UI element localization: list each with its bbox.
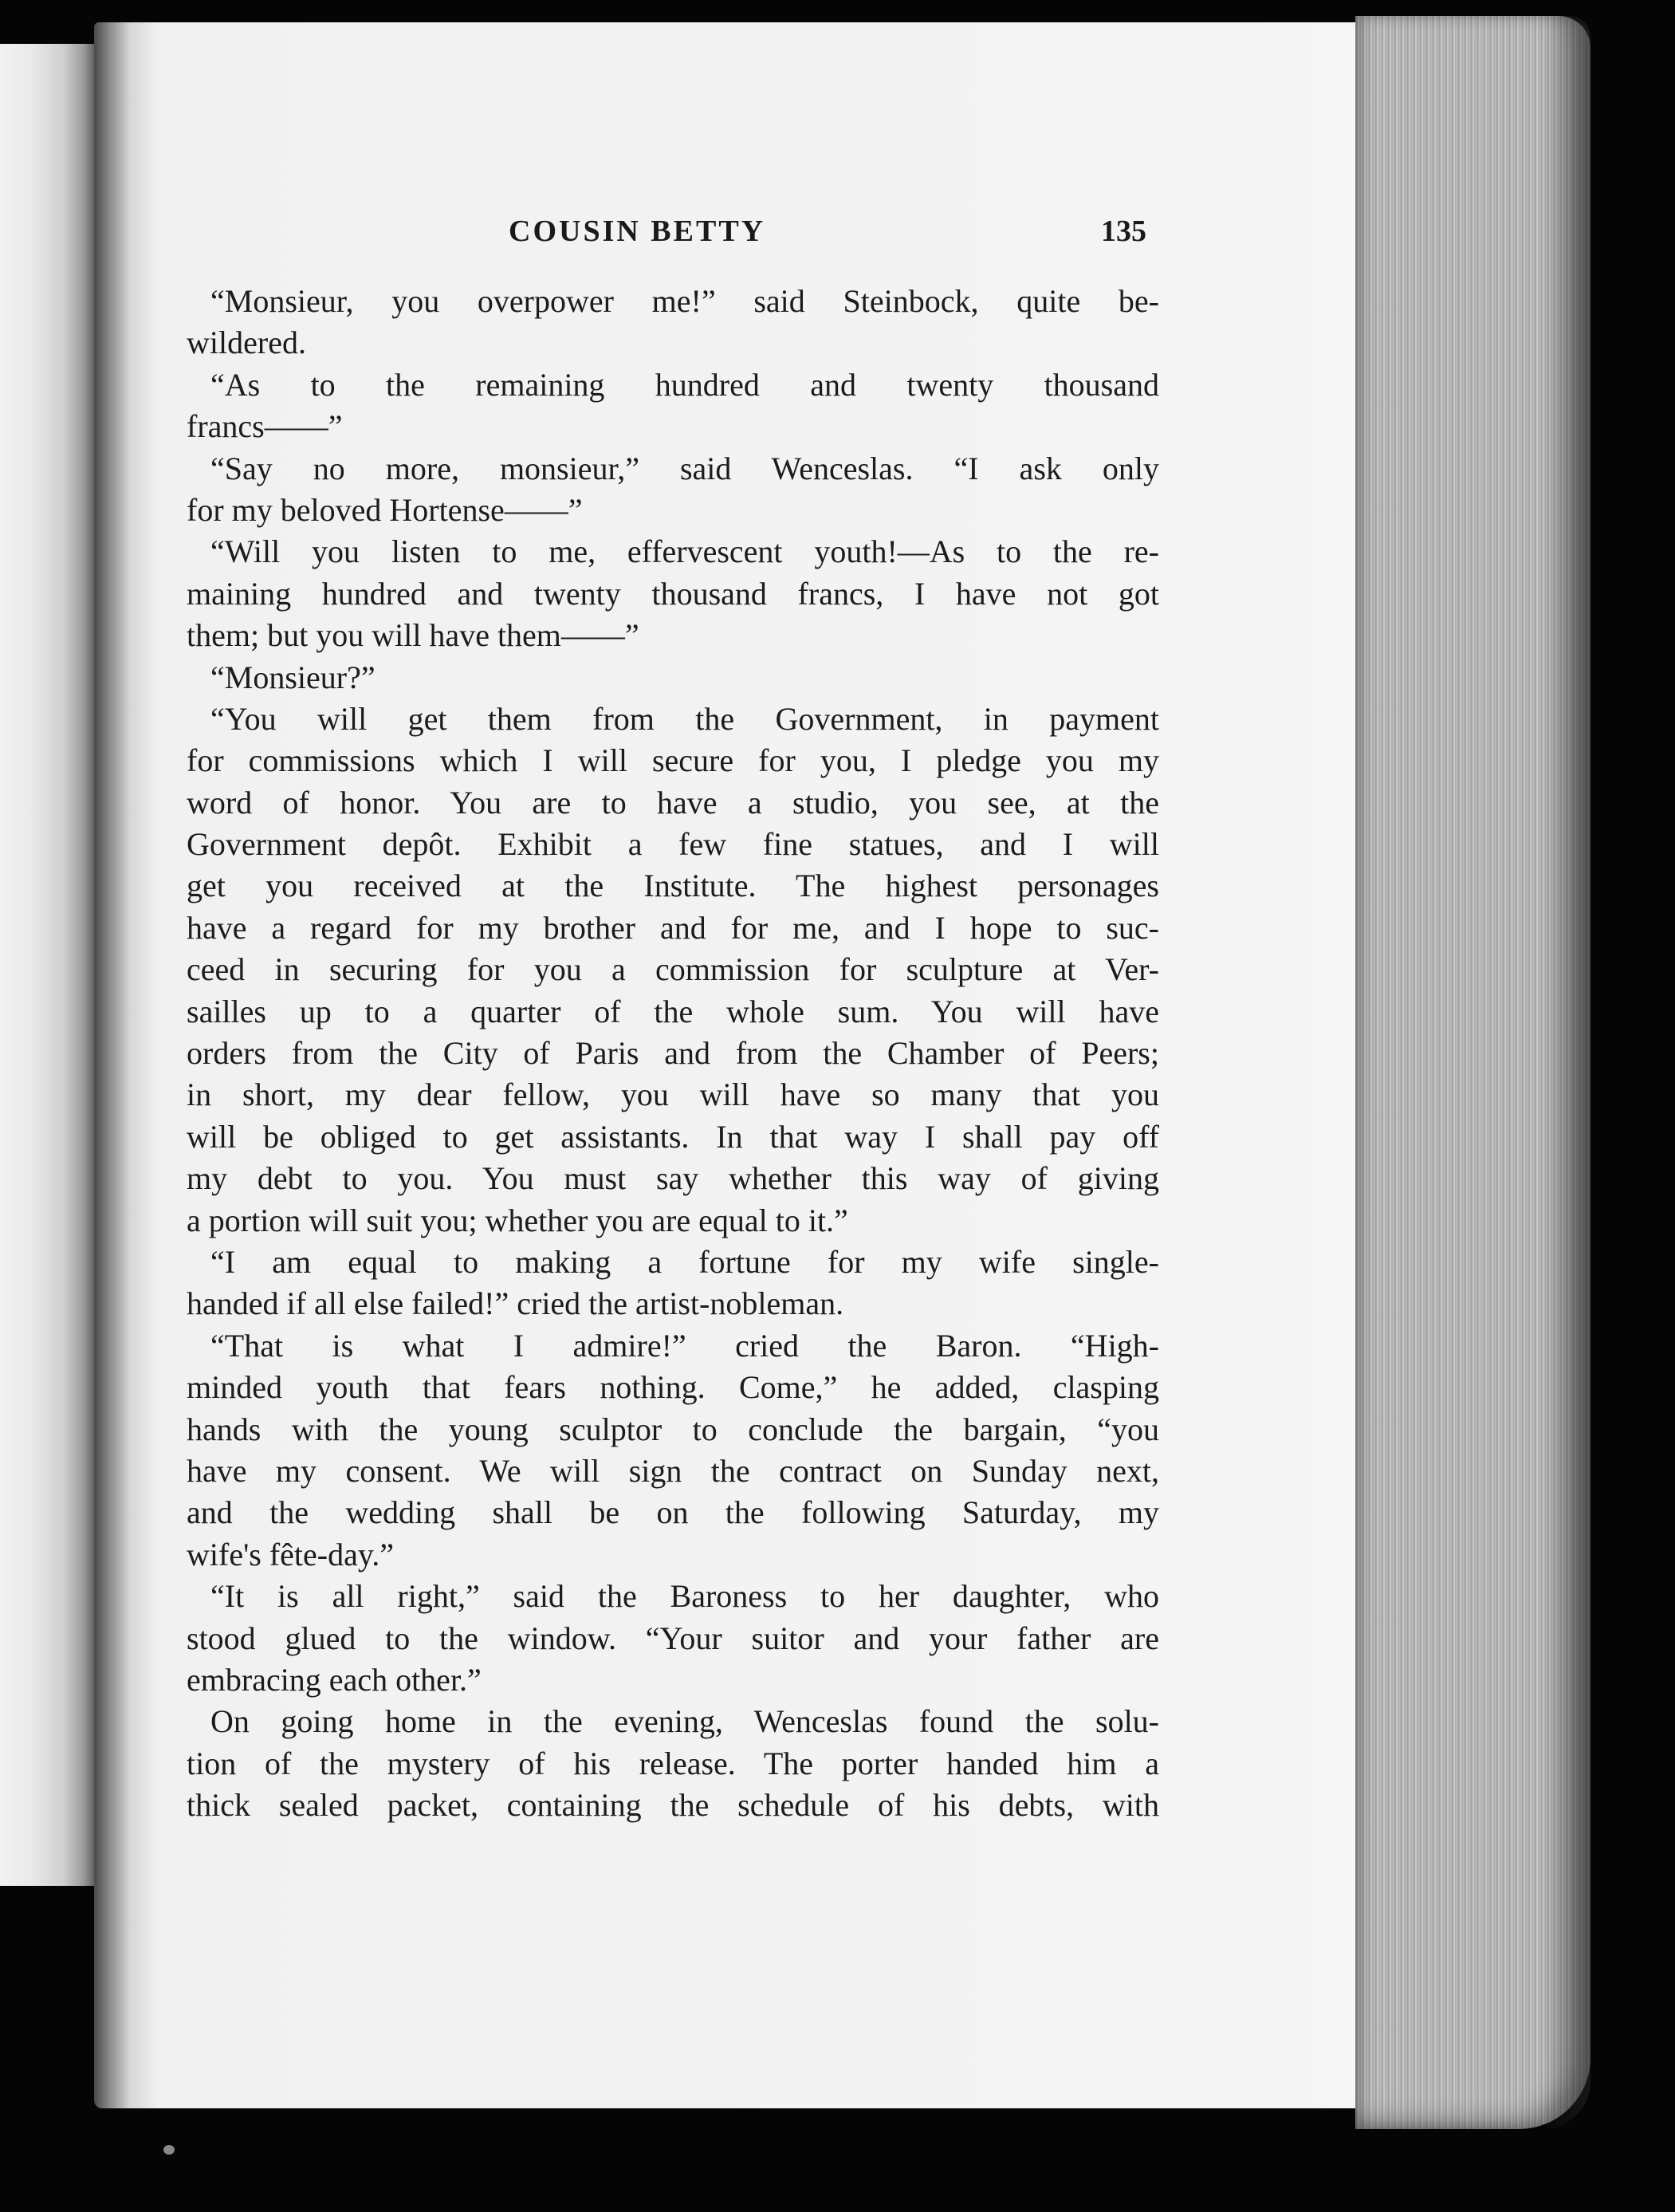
text-line: hands with the young sculptor to conclude the bargain, “you	[187, 1411, 1159, 1447]
text-line: “Will you listen to me, effervescent youth!—As to the re-	[210, 533, 1159, 570]
text-line: will be obliged to get assistants. In that way I shall pay off	[187, 1118, 1159, 1155]
text-line: On going home in the evening, Wenceslas found the solu-	[210, 1703, 1159, 1740]
text-line: “It is all right,” said the Baroness to her daughter, who	[210, 1578, 1159, 1615]
body-text	[187, 281, 1159, 1826]
page-edges	[1355, 16, 1590, 2129]
text-line: wife's fête-day.”	[187, 1536, 395, 1572]
text-line: minded youth that fears nothing. Come,” he added, clasping	[187, 1369, 1159, 1406]
text-line: embracing each other.”	[187, 1661, 482, 1698]
page-number: 135	[1101, 215, 1146, 248]
text-line: “Monsieur?”	[210, 659, 375, 695]
text-line: orders from the City of Paris and from the Chamber of Peers;	[187, 1035, 1159, 1072]
text-line: thick sealed packet, containing the schedule of his debts, with	[187, 1787, 1159, 1824]
text-line: “Say no more, monsieur,” said Wenceslas. “I ask only	[210, 450, 1159, 486]
text-line: a portion will suit you; whether you are equal to it.”	[187, 1202, 848, 1238]
text-line: “You will get them from the Government, in payment	[210, 700, 1159, 737]
facing-page-edge	[0, 44, 96, 1886]
text-line: “As to the remaining hundred and twenty thousand	[210, 366, 1159, 403]
running-title: COUSIN BETTY	[509, 215, 766, 248]
text-line: Government depôt. Exhibit a few fine statues, and I will	[187, 826, 1159, 863]
text-line: for my beloved Hortense——”	[187, 491, 583, 528]
text-line: get you received at the Institute. The highest personages	[187, 868, 1159, 904]
text-line: “That is what I admire!” cried the Baron. “High-	[210, 1327, 1159, 1364]
text-line: wildered.	[187, 325, 306, 361]
text-line: “I am equal to making a fortune for my wife single-	[210, 1243, 1159, 1280]
text-line: francs——”	[187, 408, 343, 445]
text-line: ceed in securing for you a commission for sculpture at Ver-	[187, 951, 1159, 988]
text-line: maining hundred and twenty thousand francs, I have not got	[187, 575, 1159, 612]
text-line: handed if all else failed!” cried the artist-nobleman.	[187, 1285, 844, 1322]
page-header	[94, 214, 1146, 262]
text-line: my debt to you. You must say whether this way of giving	[187, 1160, 1159, 1197]
text-line: have my consent. We will sign the contract on Sunday next,	[187, 1452, 1159, 1489]
text-line: word of honor. You are to have a studio, you see, at the	[187, 784, 1159, 821]
text-line: stood glued to the window. “Your suitor and your father are	[187, 1620, 1159, 1656]
text-line: for commissions which I will secure for you, I pledge you my	[187, 742, 1159, 779]
text-line: in short, my dear fellow, you will have so many that you	[187, 1076, 1159, 1113]
text-line: sailles up to a quarter of the whole sum. You will have	[187, 993, 1159, 1029]
scan-speck	[163, 2145, 175, 2155]
text-line: “Monsieur, you overpower me!” said Steinbock, quite be-	[210, 283, 1159, 319]
text-line: them; but you will have them——”	[187, 617, 639, 654]
text-line: and the wedding shall be on the following Saturday, my	[187, 1494, 1159, 1531]
text-line: tion of the mystery of his release. The porter handed him a	[187, 1745, 1159, 1781]
text-line: have a regard for my brother and for me, and I hope to suc-	[187, 909, 1159, 946]
